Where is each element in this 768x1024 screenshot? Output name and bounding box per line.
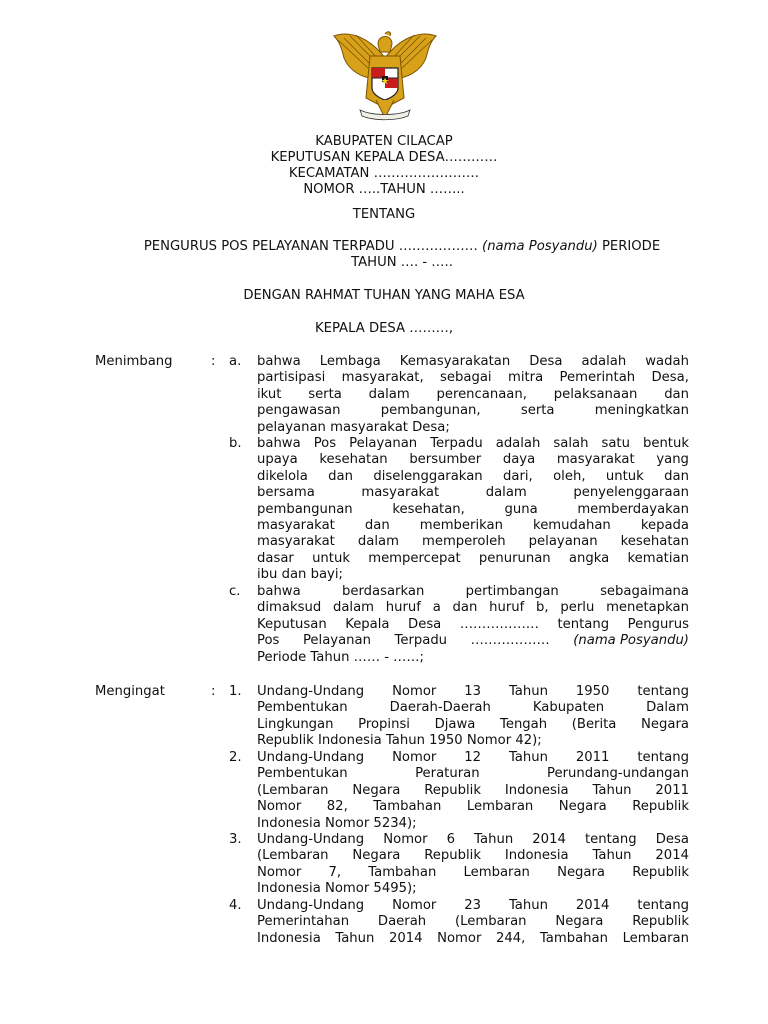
word: huruf <box>385 600 421 616</box>
text-line <box>257 617 689 633</box>
word: bersumber <box>409 452 482 468</box>
word: Kabupaten <box>532 700 605 716</box>
word: Daerah <box>377 914 427 930</box>
word: bahwa <box>257 436 301 451</box>
word: tentang <box>637 684 689 699</box>
text-line <box>257 534 689 550</box>
word: adalah <box>581 354 627 369</box>
word: kematian <box>627 550 689 566</box>
word: 12 <box>464 750 482 765</box>
text-line <box>257 403 689 419</box>
district-line: KECAMATAN …………………… <box>288 166 480 181</box>
word: Pengurus <box>627 616 689 632</box>
word: Pelayanan <box>349 436 418 451</box>
word: Pemerintahan <box>257 914 350 930</box>
text-line <box>257 931 689 947</box>
word: (Lembaran <box>257 782 329 798</box>
item-marker: b. <box>229 436 242 451</box>
word: dan <box>364 518 390 534</box>
word: dasar <box>257 550 294 566</box>
word: mempercepat <box>368 550 461 566</box>
text-line <box>257 914 689 930</box>
word: satu <box>601 436 630 451</box>
word: Pemerintah <box>559 370 636 386</box>
item-marker: c. <box>229 584 241 599</box>
word: dan <box>452 600 478 616</box>
word: kepada <box>640 518 689 534</box>
word: Nomor <box>392 684 437 699</box>
blessing-line: DENGAN RAHMAT TUHAN YANG MAHA ESA <box>243 288 525 303</box>
word: Lembaran <box>622 930 689 946</box>
word: kesehatan, <box>392 501 465 517</box>
word: tentang <box>637 750 689 765</box>
word: memperoleh <box>421 534 506 550</box>
word: guna <box>504 501 538 517</box>
word: Negara <box>558 799 607 815</box>
word: dikelola <box>257 468 308 484</box>
word: Keputusan <box>257 616 327 632</box>
word: 23 <box>464 898 482 913</box>
decree-subject <box>92 239 712 271</box>
word: Lembaga <box>319 354 381 369</box>
word: Republik <box>632 864 689 880</box>
regency-name: KABUPATEN CILACAP <box>315 134 453 149</box>
word: Pembentukan <box>257 766 348 782</box>
word: Desa, <box>651 370 689 386</box>
word: Tahun <box>508 898 548 913</box>
text-line <box>257 551 689 567</box>
word: 2011 <box>575 750 610 765</box>
word: sebagai <box>440 370 492 386</box>
word: tentang <box>637 898 689 913</box>
word: Pos <box>313 436 337 451</box>
word: pengawasan <box>257 403 341 419</box>
word: Propinsi <box>358 716 410 732</box>
word: Undang-Undang <box>257 684 365 699</box>
text-line <box>257 436 689 452</box>
text-line <box>257 600 689 616</box>
word: 2014 <box>655 848 689 864</box>
text-line <box>257 452 689 468</box>
word: Pembentukan <box>257 700 348 716</box>
subject-part-a: PENGURUS POS PELAYANAN TERPADU ……………… <box>143 239 478 254</box>
word: dari, <box>503 468 533 484</box>
word: dimaksud <box>257 600 322 616</box>
word: Desa <box>529 354 563 369</box>
word: Negara <box>352 782 401 798</box>
word: 7, <box>328 864 342 880</box>
word: Nomor <box>257 799 302 815</box>
word: masyarakat, <box>341 370 424 386</box>
text-line <box>257 370 689 386</box>
word: angka <box>568 550 610 566</box>
word: Undang-Undang <box>257 898 365 913</box>
word: Undang-Undang <box>257 832 365 847</box>
subject-part-b: PERIODE <box>601 239 661 254</box>
word: 13 <box>464 684 482 699</box>
word: dalam <box>368 386 410 402</box>
decree-number: NOMOR …..TAHUN …….. <box>303 182 465 197</box>
text-line <box>257 684 689 700</box>
menimbang-label: Menimbang <box>95 354 173 369</box>
word: dalam <box>332 600 375 616</box>
decree-title: KEPUTUSAN KEPALA DESA………… <box>270 150 498 165</box>
text-line <box>257 518 689 534</box>
village-head-line: KEPALA DESA ………, <box>314 321 454 336</box>
word: 2014 <box>575 898 610 913</box>
word: Kemasyarakatan <box>399 354 511 369</box>
word: Pos <box>257 633 280 649</box>
word: pelaksanaan <box>553 386 638 402</box>
word: salah <box>553 436 589 451</box>
word: serta <box>308 386 342 402</box>
mengingat-section <box>95 684 695 950</box>
garuda-pancasila-emblem <box>330 28 440 124</box>
word: Peraturan <box>415 766 480 782</box>
word: (Lembaran <box>257 848 329 864</box>
word: huruf <box>489 600 525 616</box>
word: serta <box>520 403 555 419</box>
word: penurunan <box>478 550 551 566</box>
word: daya <box>502 452 536 468</box>
word: Tahun <box>508 750 548 765</box>
text-line: Indonesia Nomor 5234); <box>257 815 417 831</box>
word: (Berita <box>571 716 617 732</box>
word: pembangunan <box>257 501 353 517</box>
word: meningkatkan <box>594 403 689 419</box>
word: mitra <box>507 370 544 386</box>
word: Lingkungan <box>257 716 334 732</box>
word: upaya <box>257 452 298 468</box>
text-line <box>257 832 689 848</box>
word: masyarakat <box>361 485 440 501</box>
word: kemudahan <box>533 518 611 534</box>
word: Nomor <box>257 864 302 880</box>
word: 2011 <box>655 782 689 798</box>
text-line <box>257 700 689 716</box>
word: masyarakat <box>257 534 335 550</box>
word: Daerah-Daerah <box>389 700 491 716</box>
word: Tahun <box>508 684 548 699</box>
word: Dalam <box>646 700 689 716</box>
word: Republik <box>424 848 481 864</box>
word: pelayanan <box>528 534 598 550</box>
word: ikut <box>257 386 282 402</box>
word: Tahun <box>592 782 632 798</box>
word: bahwa <box>257 584 301 599</box>
word: perlu <box>560 600 595 616</box>
word: 244, <box>495 930 526 946</box>
word: kesehatan <box>319 452 388 468</box>
word: Negara <box>641 716 689 732</box>
item-marker: 3. <box>229 832 242 847</box>
word: Republik <box>632 799 689 815</box>
word: kesehatan <box>620 534 689 550</box>
tentang-heading: TENTANG <box>352 207 416 222</box>
text-line <box>257 750 689 766</box>
word: 1950 <box>575 684 610 699</box>
word: dan <box>664 386 689 402</box>
word: bahwa <box>257 354 301 369</box>
text-line <box>257 485 689 501</box>
subject-line-2: TAHUN …. - ….. <box>351 255 453 270</box>
word: adalah <box>495 436 541 451</box>
text-line <box>257 848 689 864</box>
word: menetapkan <box>606 600 689 616</box>
word: oleh, <box>553 468 586 484</box>
word: untuk <box>605 468 644 484</box>
word: Tahun <box>335 930 375 946</box>
word: dan <box>328 468 353 484</box>
word: 2014 <box>388 930 423 946</box>
text-line <box>257 865 689 881</box>
mengingat-label: Mengingat <box>95 684 165 699</box>
text-line <box>257 766 689 782</box>
mengingat-colon: : <box>211 684 216 699</box>
word: Tambahan <box>539 930 608 946</box>
text-line: Periode Tahun …… - ……; <box>257 649 424 665</box>
word: memberikan <box>419 518 503 534</box>
word: masyarakat <box>257 518 335 534</box>
word: 82, <box>326 799 348 815</box>
word: Undang-Undang <box>257 750 365 765</box>
word: tentang <box>584 832 637 847</box>
word: diselenggarakan <box>373 468 483 484</box>
word: Tahun <box>474 832 514 847</box>
word: Nomor <box>437 930 482 946</box>
text-line <box>257 633 689 649</box>
word: Lembaran <box>466 799 534 815</box>
word: Lembaran <box>463 864 530 880</box>
word: b, <box>536 600 549 616</box>
word: Kepala <box>345 616 390 632</box>
word: yang <box>656 452 689 468</box>
text-line <box>257 783 689 799</box>
word: Nomor <box>392 898 437 913</box>
menimbang-section <box>95 354 695 666</box>
word: Republik <box>632 914 689 930</box>
word: berdasarkan <box>341 584 425 599</box>
text-line <box>257 354 689 370</box>
word: dalam <box>485 485 527 501</box>
document-header <box>0 134 768 198</box>
word: a <box>432 600 441 616</box>
item-marker: 1. <box>229 684 242 699</box>
word: pembangunan, <box>380 403 481 419</box>
word: Republik <box>424 782 481 798</box>
word: Indonesia <box>504 848 569 864</box>
word: ……………… <box>470 633 550 649</box>
text-line <box>257 898 689 914</box>
word: bentuk <box>642 436 689 451</box>
word: Negara <box>555 914 604 930</box>
word: Tambahan <box>373 799 442 815</box>
word: Desa <box>655 832 689 847</box>
word: 2014 <box>532 832 566 847</box>
word: Tengah <box>500 716 548 732</box>
word: dan <box>664 468 689 484</box>
word: tentang <box>557 616 610 632</box>
word: partisipasi <box>257 370 326 386</box>
word: penyelenggaraan <box>573 485 689 501</box>
word: Terpadu <box>394 633 448 649</box>
item-marker: 4. <box>229 898 242 913</box>
word: Indonesia <box>504 782 569 798</box>
text-line: pelayanan masyarakat Desa; <box>257 419 450 435</box>
word: ……………… <box>459 616 539 632</box>
text-line <box>257 469 689 485</box>
word: sebagaimana <box>600 584 689 599</box>
item-marker: 2. <box>229 750 242 765</box>
word: Pelayanan <box>302 633 371 649</box>
word: Negara <box>557 864 606 880</box>
word: Nomor <box>392 750 437 765</box>
item-marker: a. <box>229 354 242 369</box>
word: Tahun <box>592 848 632 864</box>
word: masyarakat <box>556 452 635 468</box>
menimbang-colon: : <box>211 354 216 369</box>
word: Terpadu <box>430 436 483 451</box>
text-line <box>257 717 689 733</box>
word: dalam <box>357 534 399 550</box>
text-line <box>257 799 689 815</box>
word: untuk <box>312 550 350 566</box>
word: Djawa <box>434 716 476 732</box>
word: pertimbangan <box>465 584 559 599</box>
word: Tambahan <box>368 864 437 880</box>
text-line: ibu dan bayi; <box>257 567 343 583</box>
subject-italic: (nama Posyandu) <box>482 239 598 254</box>
word: wadah <box>645 354 689 369</box>
posyandu-italic: (nama Posyandu) <box>573 633 689 649</box>
text-line <box>257 584 689 600</box>
word: perencanaan, <box>436 386 527 402</box>
word: Nomor <box>383 832 428 847</box>
word: Negara <box>352 848 401 864</box>
word: bersama <box>257 485 315 501</box>
text-line <box>257 387 689 403</box>
text-line: Republik Indonesia Tahun 1950 Nomor 42); <box>257 733 542 749</box>
text-line <box>257 502 689 518</box>
word: Desa <box>408 616 442 632</box>
word: (Lembaran <box>455 914 527 930</box>
text-line: Indonesia Nomor 5495); <box>257 881 417 897</box>
word: Indonesia <box>257 930 321 946</box>
word: memberdayakan <box>577 501 689 517</box>
word: 6 <box>446 832 456 847</box>
word: Perundang-undangan <box>546 766 689 782</box>
